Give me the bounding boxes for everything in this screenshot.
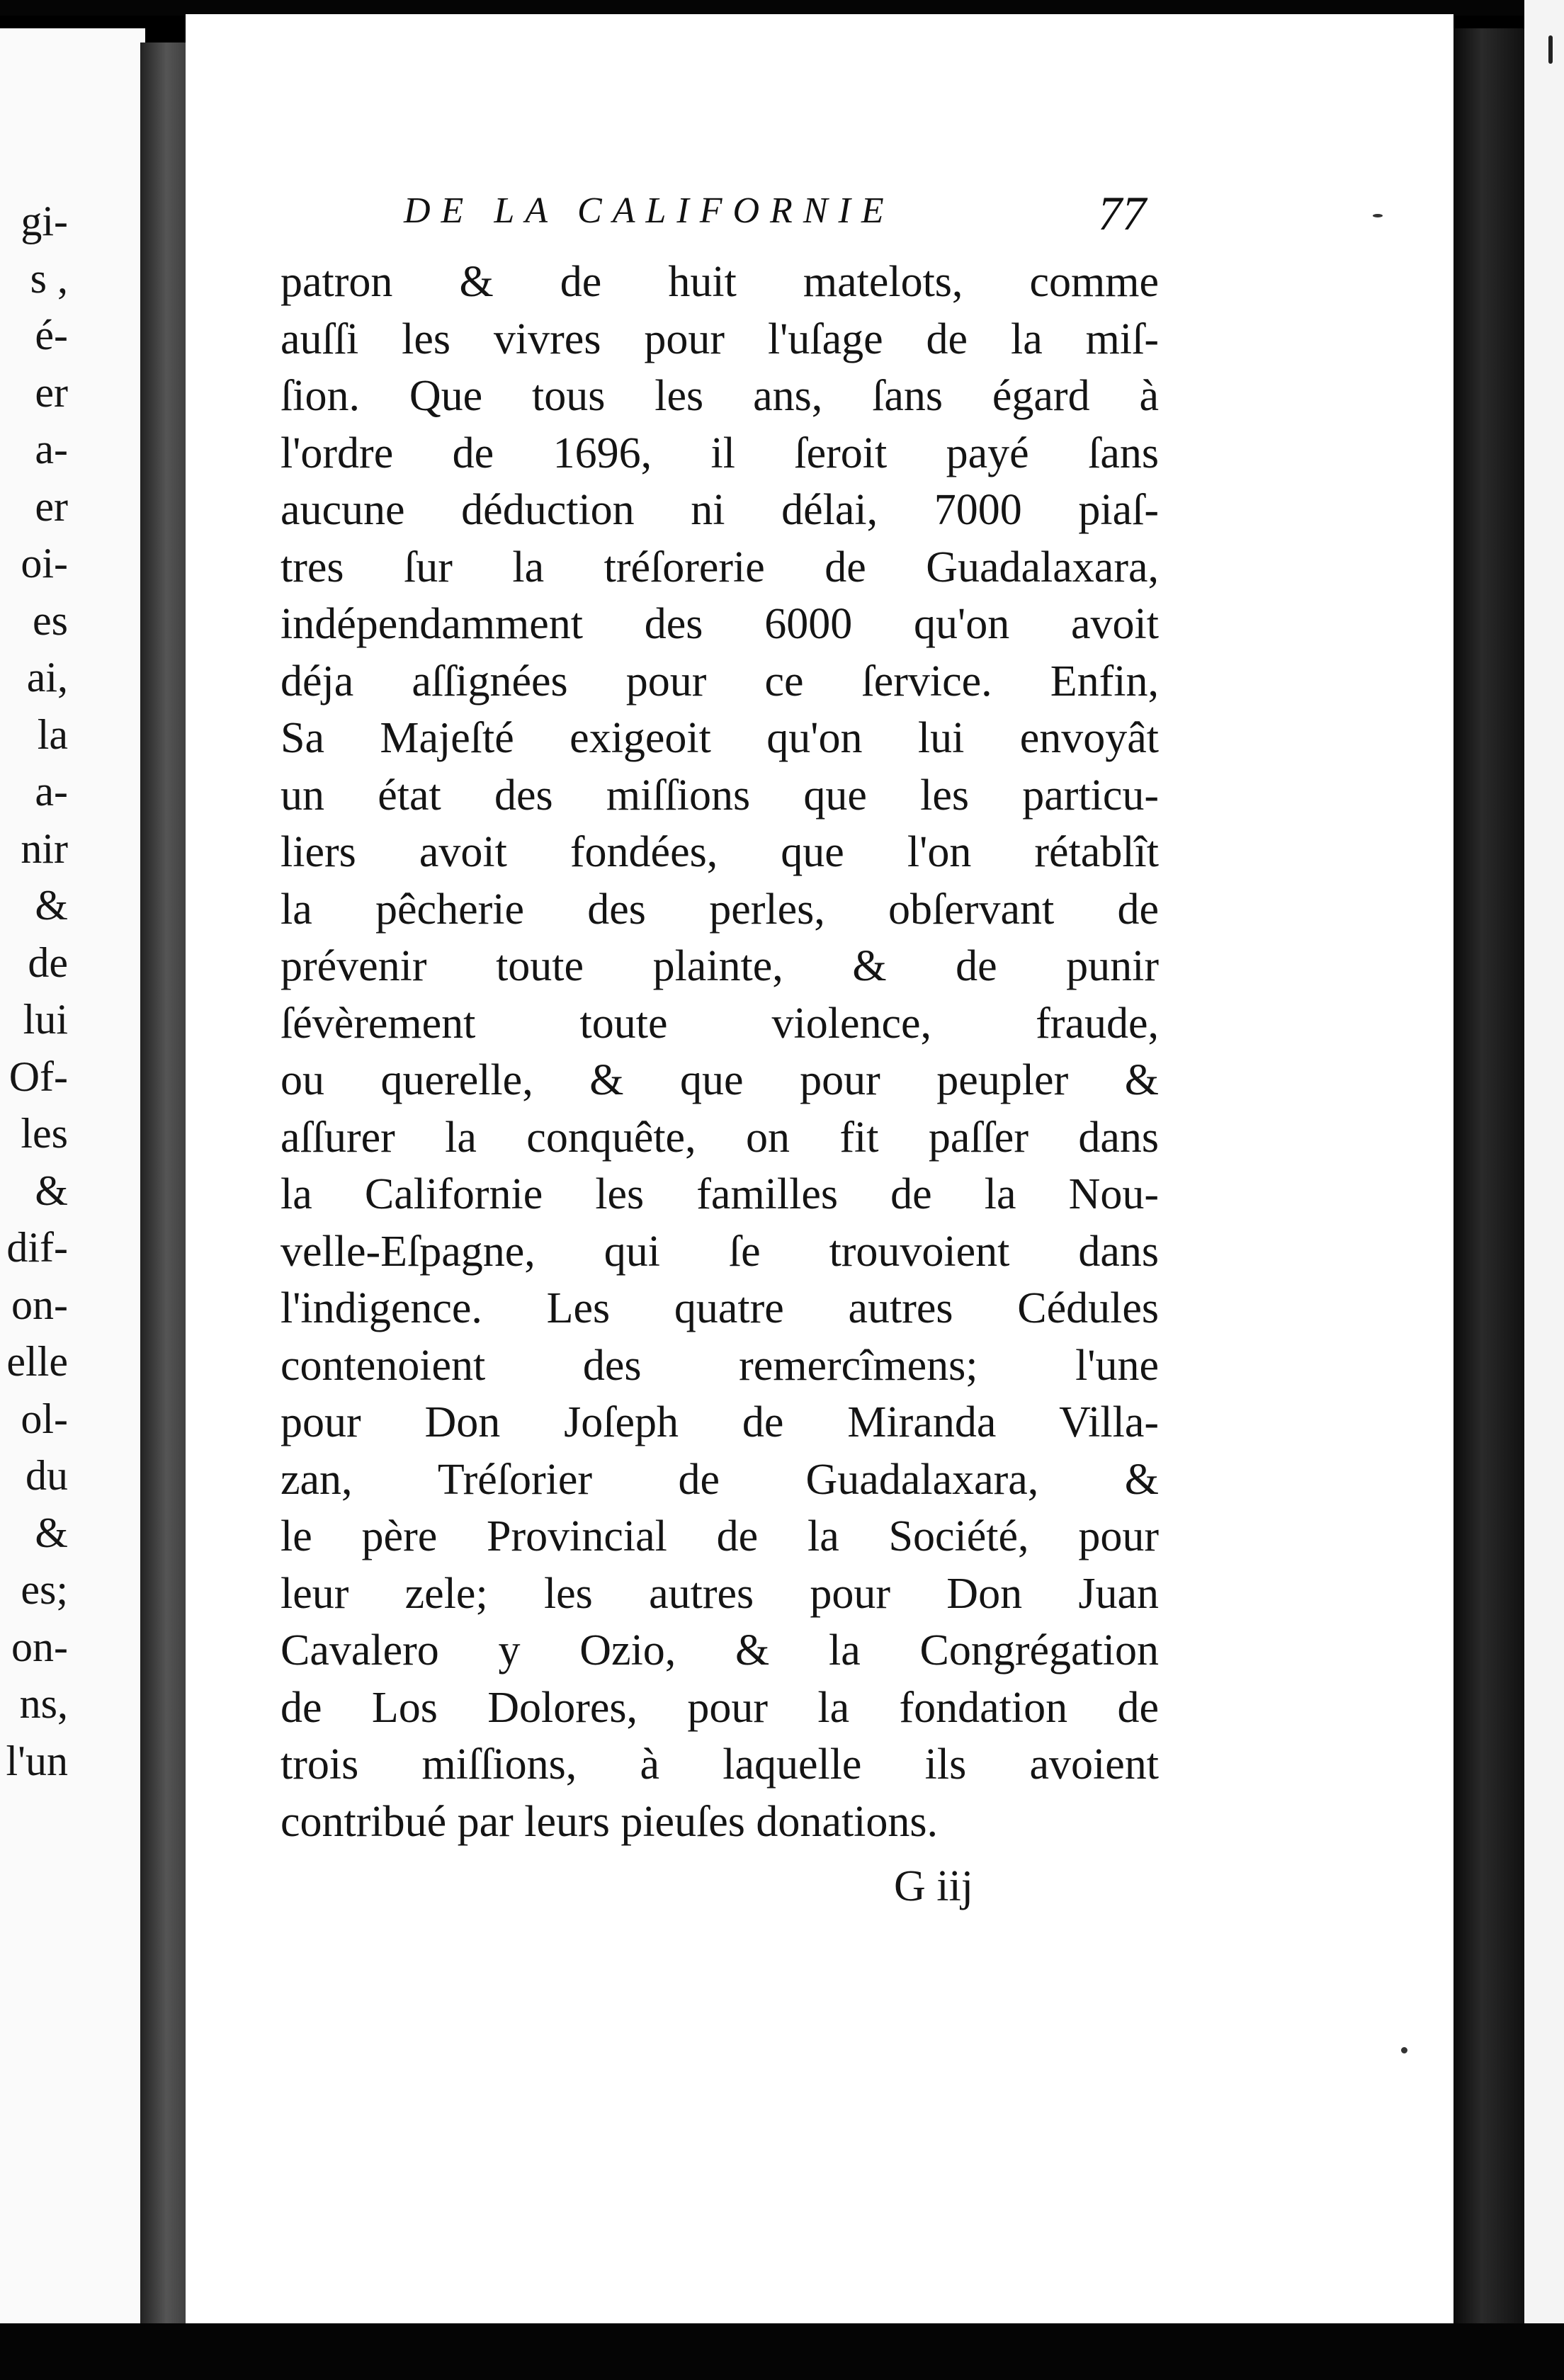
text-line: patron & de huit matelots, comme — [280, 258, 1159, 306]
scan-speck — [1548, 35, 1553, 64]
left-fragment-line: es — [33, 596, 68, 644]
left-fragment-line: les — [21, 1110, 68, 1157]
left-fragment-line: a- — [35, 768, 68, 815]
left-fragment-line: ol- — [21, 1395, 68, 1442]
left-fragment-line: de — [28, 939, 68, 986]
text-line: aucune déduction ni délai, 7000 piaſ- — [280, 486, 1159, 534]
left-fragment-line: elle — [6, 1338, 68, 1385]
text-line: Cavalero y Ozio, & la Congrégation — [280, 1626, 1159, 1674]
text-line: ſion. Que tous les ans, ſans égard à — [280, 372, 1159, 420]
left-fragment-line: on- — [11, 1623, 68, 1670]
left-page-text-fragments — [0, 193, 68, 1789]
left-fragment-line: oi- — [21, 540, 68, 586]
text-line: l'ordre de 1696, il ſeroit payé ſans — [280, 429, 1159, 477]
left-fragment-line: s , — [30, 254, 68, 302]
page-number: 77 — [1098, 186, 1146, 240]
left-fragment-line: er — [35, 368, 68, 416]
signature-mark: G iij — [894, 1862, 973, 1910]
text-line: l'indigence. Les quatre autres Cédules — [280, 1284, 1159, 1332]
left-fragment-line: Of- — [8, 1053, 68, 1100]
text-line: velle-Eſpagne, qui ſe trouvoient dans — [280, 1227, 1159, 1276]
left-fragment-line: on- — [11, 1281, 68, 1328]
scan-top-border — [0, 0, 1524, 16]
left-fragment-line: dif- — [6, 1224, 68, 1271]
text-line: aſſurer la conquête, on fit paſſer dans — [280, 1113, 1159, 1162]
left-fragment-line: & — [35, 1509, 68, 1556]
left-fragment-line: er — [35, 482, 68, 530]
left-fragment-line: nir — [21, 824, 68, 872]
page-edge-shadow — [1454, 28, 1524, 2323]
text-line: liers avoit fondées, que l'on rétablît — [280, 828, 1159, 876]
text-line: la Californie les familles de la Nou- — [280, 1170, 1159, 1218]
left-fragment-line: lui — [23, 996, 68, 1043]
text-line: prévenir toute plainte, & de punir — [280, 942, 1159, 990]
text-line: indépendamment des 6000 qu'on avoit — [280, 600, 1159, 648]
left-fragment-line: é- — [35, 312, 68, 358]
text-line: déja aſſignées pour ce ſervice. Enfin, — [280, 657, 1159, 706]
running-head: DE LA CALIFORNIE — [404, 191, 895, 231]
text-line: ſévèrement toute violence, fraude, — [280, 999, 1159, 1048]
left-fragment-line: l'un — [6, 1737, 68, 1784]
left-fragment-line: gi- — [21, 198, 68, 244]
text-line: le père Provincial de la Société, pour — [280, 1512, 1159, 1560]
text-line: ou querelle, & que pour peupler & — [280, 1056, 1159, 1104]
scan-right-border — [1524, 0, 1564, 2380]
text-line: leur zele; les autres pour Don Juan — [280, 1569, 1159, 1618]
left-fragment-line: ai, — [26, 654, 68, 701]
text-line: de Los Dolores, pour la fondation de — [280, 1683, 1159, 1732]
left-fragment-line: du — [26, 1452, 68, 1499]
left-fragment-line: la — [37, 710, 68, 758]
text-line: zan, Tréſorier de Guadalaxara, & — [280, 1455, 1159, 1504]
left-fragment-line: ns, — [19, 1680, 68, 1727]
left-fragment-line: a- — [35, 426, 68, 472]
text-line: Sa Majeſté exigeoit qu'on lui envoyât — [280, 714, 1159, 762]
body-text — [280, 254, 1159, 1850]
text-line: contenoient des remercîmens; l'une — [280, 1341, 1159, 1390]
text-line: un état des miſſions que les particu- — [280, 771, 1159, 820]
scan-speck — [1373, 214, 1383, 217]
text-line: trois miſſions, à laquelle ils avoient — [280, 1740, 1159, 1789]
scan-bottom-border — [0, 2323, 1564, 2380]
text-line: pour Don Joſeph de Miranda Villa- — [280, 1398, 1159, 1446]
left-fragment-line: es; — [21, 1566, 68, 1613]
text-line: contribué par leurs pieuſes donations. — [280, 1797, 939, 1846]
left-fragment-line: & — [35, 1167, 68, 1214]
scan-speck — [1401, 2047, 1407, 2053]
text-line: auſſi les vivres pour l'uſage de la miſ- — [280, 314, 1159, 363]
text-line: tres ſur la tréſorerie de Guadalaxara, — [280, 543, 1159, 591]
left-fragment-line: & — [35, 882, 68, 929]
text-line: la pêcherie des perles, obſervant de — [280, 885, 1159, 934]
